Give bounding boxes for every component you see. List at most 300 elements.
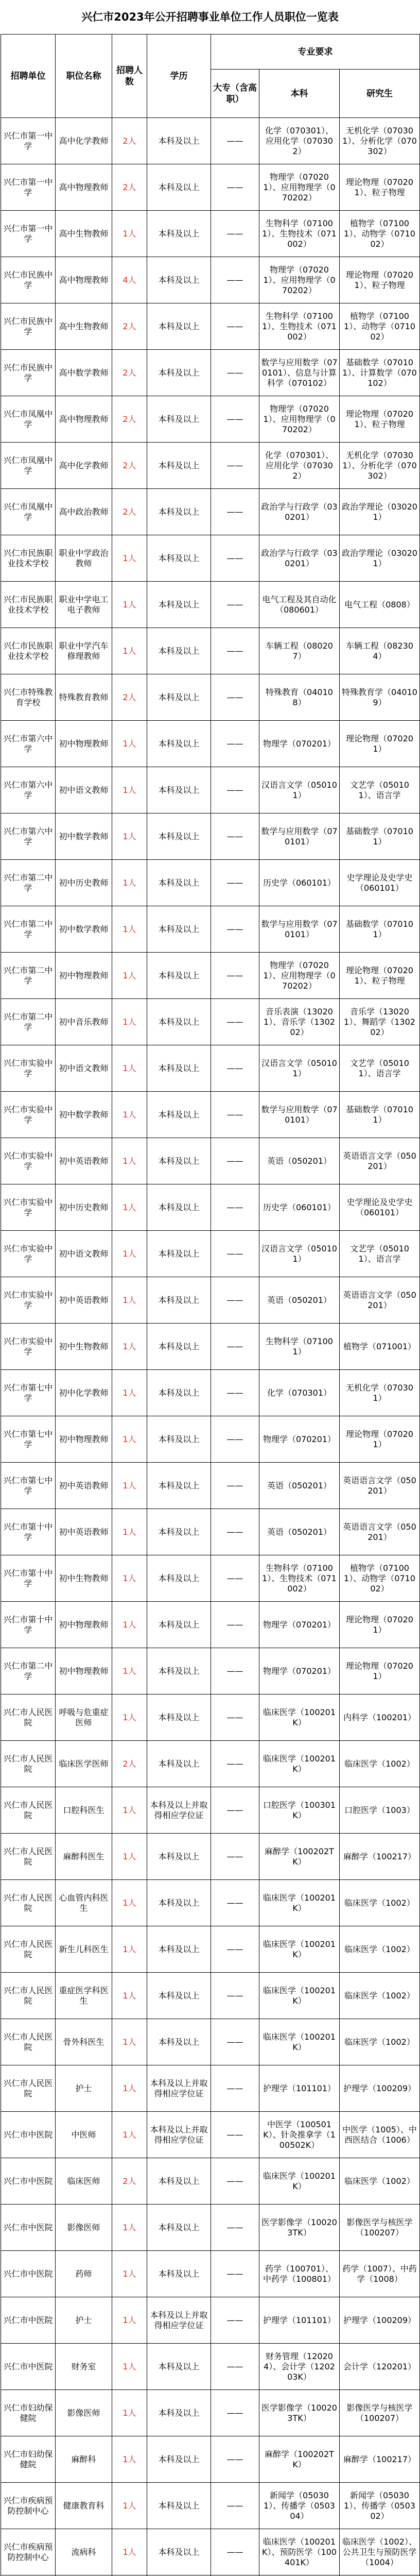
unit-text: 兴仁市妇幼保健院	[3, 2402, 53, 2423]
count-text: 1人	[122, 2547, 136, 2557]
cell-position	[56, 1973, 112, 2019]
unit-text: 兴仁市第一中学	[3, 177, 53, 197]
cell-college	[211, 2158, 259, 2205]
education-text: 本科及以上	[158, 1202, 200, 1212]
education-text: 本科及以上	[158, 1248, 200, 1259]
cell-education	[147, 1416, 211, 1463]
college-text: ——	[226, 321, 243, 331]
college-text: ——	[226, 553, 243, 563]
college-text: ——	[226, 1156, 243, 1166]
cell-bachelor	[259, 1416, 340, 1463]
bachelor-text: 英语（050201）	[267, 1527, 332, 1537]
position-text: 高中化学教师	[59, 135, 109, 146]
cell-position	[56, 1184, 112, 1231]
cell-unit	[1, 2158, 56, 2205]
count-text: 1人	[122, 1851, 136, 1861]
cell-education	[147, 1926, 211, 1973]
cell-position	[56, 721, 112, 767]
count-text: 1人	[122, 831, 136, 841]
education-text: 本科及以上	[158, 1016, 200, 1027]
cell-bachelor	[259, 1509, 340, 1555]
cell-count	[112, 1092, 147, 1138]
position-text: 影像医师	[67, 2222, 100, 2232]
cell-graduate	[340, 164, 420, 211]
cell-position	[56, 767, 112, 814]
graduate-text: 史学理论及史学史（060101）	[346, 872, 413, 893]
cell-education	[147, 443, 211, 489]
college-text: ——	[226, 2129, 243, 2140]
bachelor-text: 临床医学（100201K）、预防医学（100401K）	[261, 2536, 337, 2567]
cell-unit	[1, 1741, 56, 1787]
position-text: 高中生物教师	[59, 228, 109, 239]
cell-unit	[1, 674, 56, 721]
count-text: 1人	[122, 1480, 136, 1490]
table-row	[1, 582, 420, 628]
graduate-text: 基础数学（070101）	[346, 826, 413, 846]
cell-unit	[1, 1138, 56, 1184]
education-text: 本科及以上	[158, 1990, 200, 2001]
cell-graduate	[340, 443, 420, 489]
graduate-text: 临床医学（1002）	[344, 1990, 415, 2001]
table-row	[1, 1324, 420, 1370]
count-text: 1人	[122, 1434, 136, 1444]
cell-count	[112, 2251, 147, 2297]
graduate-text: 影像医学与核医学（100207）	[346, 2402, 413, 2423]
cell-college	[211, 2251, 259, 2297]
cell-college	[211, 767, 259, 814]
cell-position	[56, 1741, 112, 1787]
graduate-text: 药学（1007）、中药学（1008）	[342, 2263, 417, 2284]
bachelor-text: 麻醉学（100202TK）	[265, 1846, 334, 1867]
bachelor-text: 化学（070301）、应用化学（070302）	[265, 450, 334, 481]
college-text: ——	[226, 2176, 243, 2186]
cell-college	[211, 1648, 259, 1694]
cell-education	[147, 674, 211, 721]
cell-graduate	[340, 1648, 420, 1694]
cell-position	[56, 2019, 112, 2065]
cell-count	[112, 1555, 147, 1602]
cell-position	[56, 2436, 112, 2483]
cell-bachelor	[259, 2251, 340, 2297]
cell-graduate	[340, 860, 420, 906]
cell-count	[112, 2158, 147, 2205]
count-text: 1人	[122, 1202, 136, 1212]
bachelor-text: 化学（070301）	[267, 1387, 332, 1398]
cell-bachelor	[259, 674, 340, 721]
table-row	[1, 674, 420, 721]
unit-text: 兴仁市人民医院	[3, 1707, 53, 1727]
cell-count	[112, 257, 147, 303]
cell-unit	[1, 2251, 56, 2297]
cell-education	[147, 582, 211, 628]
cell-education	[147, 535, 211, 582]
cell-education	[147, 1277, 211, 1324]
table-row	[1, 906, 420, 953]
education-text: 本科及以上	[158, 460, 200, 470]
cell-position	[56, 2065, 112, 2112]
cell-education	[147, 489, 211, 535]
cell-unit	[1, 582, 56, 628]
position-text: 初中数学教师	[59, 924, 109, 934]
bachelor-text: 电气工程及其自动化（080601）	[262, 594, 337, 615]
position-text: 初中物理教师	[59, 738, 109, 749]
college-text: ——	[226, 228, 243, 239]
education-text: 本科及以上并取得相应学位证	[150, 2124, 208, 2145]
count-text: 1人	[122, 1805, 136, 1815]
position-text: 临床医学医师	[59, 1758, 109, 1769]
cell-college	[211, 1973, 259, 2019]
position-text: 初中历史教师	[59, 1202, 109, 1212]
position-text: 心血管内科医生	[59, 1892, 109, 1913]
bachelor-text: 数学与应用数学（070101）	[261, 826, 338, 846]
education-text: 本科及以上	[158, 2268, 200, 2279]
bachelor-text: 口腔医学（100301K）	[262, 1800, 336, 1820]
cell-bachelor	[259, 999, 340, 1045]
bachelor-text: 生物科学（071001）	[266, 1336, 333, 1357]
cell-bachelor	[259, 767, 340, 814]
cell-count	[112, 1138, 147, 1184]
cell-bachelor	[259, 535, 340, 582]
college-text: ——	[226, 2315, 243, 2325]
cell-education	[147, 1648, 211, 1694]
college-text: ——	[226, 460, 243, 470]
position-text: 健康教育科	[63, 2500, 104, 2511]
cell-position	[56, 814, 112, 860]
education-text: 本科及以上	[158, 785, 200, 795]
position-text: 初中英语教师	[59, 1527, 109, 1537]
cell-college	[211, 443, 259, 489]
education-text: 本科及以上	[158, 1527, 200, 1537]
position-text: 职业中学汽车修理教师	[59, 640, 109, 661]
graduate-text: 无机化学（070301）、分析化学（070302）	[342, 125, 417, 156]
cell-bachelor	[259, 1602, 340, 1648]
bachelor-text: 英语（050201）	[267, 1156, 332, 1166]
cell-unit	[1, 2065, 56, 2112]
cell-unit	[1, 906, 56, 953]
cell-education	[147, 999, 211, 1045]
cell-college	[211, 814, 259, 860]
cell-college	[211, 1787, 259, 1834]
graduate-text: 英语语言文学（050201）	[343, 1475, 416, 1496]
cell-position	[56, 2483, 112, 2529]
count-text: 1人	[122, 2361, 136, 2371]
count-text: 1人	[122, 599, 136, 609]
cell-education	[147, 118, 211, 164]
graduate-text: 音乐学（130201）、舞蹈学（130202）	[344, 1006, 415, 1037]
cell-count	[112, 2344, 147, 2390]
graduate-text: 史学理论及史学史（060101）	[346, 1197, 413, 1217]
cell-graduate	[340, 2529, 420, 2575]
graduate-text: 护理学（100209）	[343, 2315, 416, 2325]
count-text: 1人	[122, 1016, 136, 1027]
count-text: 1人	[122, 1295, 136, 1305]
cell-count	[112, 396, 147, 443]
cell-college	[211, 1138, 259, 1184]
graduate-text: 临床医学（1002）、公共卫生与预防医学（1004）	[342, 2536, 417, 2567]
education-text: 本科及以上	[158, 182, 200, 192]
cell-college	[211, 535, 259, 582]
count-text: 1人	[122, 1573, 136, 1583]
cell-position	[56, 953, 112, 999]
cell-count	[112, 628, 147, 674]
bachelor-text: 财务管理（120204）、会计学（120203K）	[264, 2351, 335, 2382]
graduate-text: 车辆工程（082304）	[346, 640, 413, 661]
cell-count	[112, 1648, 147, 1694]
cell-bachelor	[259, 489, 340, 535]
cell-count	[112, 2065, 147, 2112]
cell-bachelor	[259, 1184, 340, 1231]
cell-education	[147, 2436, 211, 2483]
cell-bachelor	[259, 2065, 340, 2112]
education-text: 本科及以上	[158, 646, 200, 656]
cell-college	[211, 2112, 259, 2158]
graduate-text: 理论物理（070201）、粒子物理	[346, 177, 413, 197]
bachelor-text: 政治学与行政学（030201）	[261, 501, 338, 522]
position-text: 麻醉科医生	[63, 1851, 104, 1861]
college-text: ——	[226, 1944, 243, 1954]
position-text: 高中物理教师	[59, 182, 109, 192]
cell-graduate	[340, 2297, 420, 2344]
cell-college	[211, 953, 259, 999]
cell-bachelor	[259, 1138, 340, 1184]
table-row	[1, 303, 420, 350]
position-text: 职业中学政治教师	[59, 548, 109, 568]
college-text: ——	[226, 2037, 243, 2047]
cell-position	[56, 1694, 112, 1741]
education-text: 本科及以上	[158, 1387, 200, 1398]
cell-unit	[1, 211, 56, 257]
cell-unit	[1, 118, 56, 164]
cell-college	[211, 211, 259, 257]
cell-count	[112, 1694, 147, 1741]
position-text: 流病科	[71, 2547, 96, 2557]
cell-college	[211, 2297, 259, 2344]
count-text: 1人	[122, 1944, 136, 1954]
college-text: ——	[226, 1202, 243, 1212]
cell-count	[112, 2205, 147, 2251]
cell-bachelor	[259, 906, 340, 953]
cell-position	[56, 118, 112, 164]
cell-position	[56, 1555, 112, 1602]
cell-education	[147, 257, 211, 303]
education-text: 本科及以上	[158, 1758, 200, 1769]
education-text: 本科及以上	[158, 1666, 200, 1676]
cell-graduate	[340, 1973, 420, 2019]
count-text: 1人	[122, 1990, 136, 2001]
position-text: 初中语文教师	[59, 1248, 109, 1259]
count-text: 2人	[122, 414, 136, 424]
bachelor-text: 数学与应用数学（070101）	[261, 919, 338, 939]
unit-text: 兴仁市凤凰中学	[3, 501, 53, 522]
cell-bachelor	[259, 1741, 340, 1787]
cell-graduate	[340, 674, 420, 721]
cell-college	[211, 1416, 259, 1463]
cell-bachelor	[259, 2344, 340, 2390]
cell-graduate	[340, 1463, 420, 1509]
cell-count	[112, 1463, 147, 1509]
cell-college	[211, 721, 259, 767]
college-text: ——	[226, 831, 243, 841]
position-text: 高中政治教师	[59, 506, 109, 517]
cell-graduate	[340, 2019, 420, 2065]
cell-unit	[1, 628, 56, 674]
college-text: ——	[226, 506, 243, 517]
education-text: 本科及以上	[158, 2176, 200, 2186]
cell-graduate	[340, 767, 420, 814]
college-text: ——	[226, 1434, 243, 1444]
graduate-text: 政治学理论（030201）	[342, 548, 417, 568]
bachelor-text: 物理学（070201）、应用物理学（070202）	[263, 172, 336, 202]
cell-education	[147, 1741, 211, 1787]
cell-college	[211, 2344, 259, 2390]
cell-education	[147, 2065, 211, 2112]
position-text: 麻醉科	[71, 2454, 96, 2464]
position-text: 初中英语教师	[59, 1156, 109, 1166]
cell-position	[56, 1277, 112, 1324]
education-text: 本科及以上	[158, 1944, 200, 1954]
table-row	[1, 350, 420, 396]
cell-college	[211, 1694, 259, 1741]
cell-bachelor	[259, 1045, 340, 1092]
cell-count	[112, 2112, 147, 2158]
table-row	[1, 2065, 420, 2112]
bachelor-text: 临床医学（100201K）	[262, 1985, 336, 2006]
bachelor-text: 数学与应用数学（070101）	[261, 1104, 338, 1125]
cell-graduate	[340, 350, 420, 396]
cell-position	[56, 674, 112, 721]
count-text: 1人	[122, 1248, 136, 1259]
cell-college	[211, 1370, 259, 1416]
graduate-text: 文艺学（050101）、语言学	[350, 779, 409, 800]
table-row	[1, 814, 420, 860]
position-text: 中医师	[71, 2129, 96, 2140]
bachelor-text: 物理学（070201）	[262, 1666, 336, 1676]
college-text: ——	[226, 646, 243, 656]
cell-count	[112, 2297, 147, 2344]
cell-count	[112, 953, 147, 999]
table-row	[1, 1370, 420, 1416]
cell-education	[147, 303, 211, 350]
bachelor-text: 物理学（070201）、应用物理学（070202）	[263, 264, 336, 295]
unit-text: 兴仁市人民医院	[3, 2031, 53, 2052]
cell-count	[112, 674, 147, 721]
cell-education	[147, 2205, 211, 2251]
bachelor-text: 汉语言文学（050101）	[261, 779, 337, 800]
cell-graduate	[340, 2483, 420, 2529]
cell-count	[112, 1973, 147, 2019]
education-text: 本科及以上	[158, 321, 200, 331]
cell-education	[147, 1787, 211, 1834]
cell-count	[112, 1834, 147, 1880]
position-text: 职业中学电工电子教师	[59, 594, 109, 615]
bachelor-text: 生物科学（071001）、生物技术（071002）	[262, 1563, 337, 1594]
graduate-text: 文艺学（050101）、语言学	[350, 1058, 409, 1078]
cell-bachelor	[259, 1694, 340, 1741]
education-text: 本科及以上	[158, 1619, 200, 1630]
cell-bachelor	[259, 118, 340, 164]
cell-position	[56, 906, 112, 953]
education-text: 本科及以上并取得相应学位证	[150, 2310, 208, 2330]
graduate-text: 特殊教育学（040109）	[342, 687, 417, 707]
college-text: ——	[226, 1480, 243, 1490]
count-text: 2人	[122, 2176, 136, 2186]
college-text: ——	[226, 1295, 243, 1305]
unit-text: 兴仁市人民医院	[3, 2078, 53, 2098]
cell-education	[147, 2390, 211, 2436]
cell-position	[56, 303, 112, 350]
unit-text: 兴仁市中医院	[3, 2129, 53, 2140]
position-text: 财务室	[71, 2361, 96, 2371]
cell-count	[112, 443, 147, 489]
page-title: 兴仁市2023年公开招聘事业单位工作人员职位一览表	[81, 11, 339, 23]
table-row	[1, 118, 420, 164]
cell-bachelor	[259, 2483, 340, 2529]
cell-college	[211, 1463, 259, 1509]
count-text: 1人	[122, 228, 136, 239]
cell-count	[112, 164, 147, 211]
cell-graduate	[340, 535, 420, 582]
graduate-text: 英语语言文学（050201）	[343, 1521, 416, 1542]
cell-count	[112, 2390, 147, 2436]
table-row	[1, 1045, 420, 1092]
table-row	[1, 1509, 420, 1555]
cell-graduate	[340, 1277, 420, 1324]
position-text: 骨外科医生	[63, 2037, 104, 2047]
cell-college	[211, 2390, 259, 2436]
graduate-text: 麻醉学（100217）	[343, 2454, 416, 2464]
cell-count	[112, 2529, 147, 2575]
education-text: 本科及以上	[158, 135, 200, 146]
education-text: 本科及以上	[158, 831, 200, 841]
cell-unit	[1, 1509, 56, 1555]
cell-college	[211, 257, 259, 303]
cell-bachelor	[259, 2297, 340, 2344]
college-text: ——	[226, 2361, 243, 2371]
position-text: 初中数学教师	[59, 1109, 109, 1120]
unit-text: 兴仁市疾病预防控制中心	[3, 2495, 53, 2516]
unit-text: 兴仁市人民医院	[3, 1846, 53, 1867]
cell-unit	[1, 1694, 56, 1741]
education-text: 本科及以上	[158, 924, 200, 934]
graduate-text: 无机化学（070301）	[346, 1382, 413, 1403]
cell-education	[147, 1045, 211, 1092]
cell-college	[211, 1509, 259, 1555]
table-row	[1, 628, 420, 674]
cell-college	[211, 1184, 259, 1231]
college-text: ——	[226, 692, 243, 702]
bachelor-text: 临床医学（100201K）	[262, 1939, 336, 1959]
cell-education	[147, 1463, 211, 1509]
count-text: 1人	[122, 1619, 136, 1630]
cell-unit	[1, 721, 56, 767]
position-text: 呼吸与危重症医师	[59, 1707, 109, 1727]
cell-graduate	[340, 2205, 420, 2251]
education-text: 本科及以上	[158, 2361, 200, 2371]
education-text: 本科及以上	[158, 2222, 200, 2232]
college-text: ——	[226, 1851, 243, 1861]
count-text: 2人	[122, 135, 136, 146]
cell-education	[147, 1370, 211, 1416]
cell-bachelor	[259, 1926, 340, 1973]
count-text: 1人	[122, 924, 136, 934]
college-text: ——	[226, 2268, 243, 2279]
cell-bachelor	[259, 1092, 340, 1138]
cell-education	[147, 211, 211, 257]
cell-position	[56, 1648, 112, 1694]
cell-unit	[1, 1045, 56, 1092]
unit-text: 兴仁市第一中学	[3, 130, 53, 151]
header-bachelor: 本科	[259, 70, 340, 118]
